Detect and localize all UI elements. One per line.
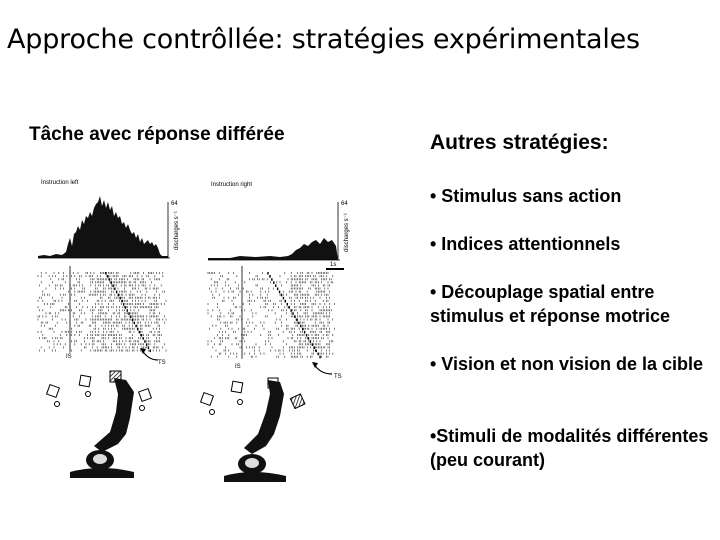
left-raster: [38, 266, 166, 353]
right-raster: [208, 266, 334, 359]
left-is-marker: IS: [66, 354, 72, 360]
neuron-recording-figure: [30, 172, 370, 487]
left-histogram: [38, 196, 168, 258]
right-histogram: [208, 238, 338, 260]
experiment-figure: [30, 172, 370, 487]
bullet-modalities: •Stimuli de modalités différentes (peu courant): [430, 426, 709, 470]
left-heading: Tâche avec réponse différée: [29, 124, 285, 145]
left-targets: [47, 371, 152, 411]
right-panel-label: Instruction right: [211, 182, 253, 188]
right-heading: Autres stratégies:: [430, 131, 609, 154]
left-ymax: 64: [171, 201, 178, 207]
time-scale-label: 1s: [330, 262, 337, 268]
slide-title: Approche contrôllée: stratégies expérimentales: [7, 24, 640, 55]
bullet-attention: • Indices attentionnels: [430, 234, 621, 254]
bullet-stimulus: • Stimulus sans action: [430, 186, 622, 206]
right-subject: [224, 380, 286, 482]
right-ymax: 64: [341, 201, 348, 207]
bullet-decoupling: • Découplage spatial entre stimulus et réponse motrice: [430, 282, 671, 326]
left-ts-marker: TS: [158, 360, 166, 366]
left-panel-label: Instruction left: [41, 180, 79, 186]
right-targets: [201, 378, 305, 415]
right-is-marker: IS: [235, 364, 241, 370]
left-ylabel: discharges s⁻¹: [174, 211, 180, 250]
right-ylabel: discharges s⁻¹: [344, 213, 350, 252]
right-ts-marker: TS: [334, 374, 342, 380]
bullet-vision: • Vision et non vision de la cible: [430, 354, 704, 374]
left-subject: [70, 378, 134, 478]
